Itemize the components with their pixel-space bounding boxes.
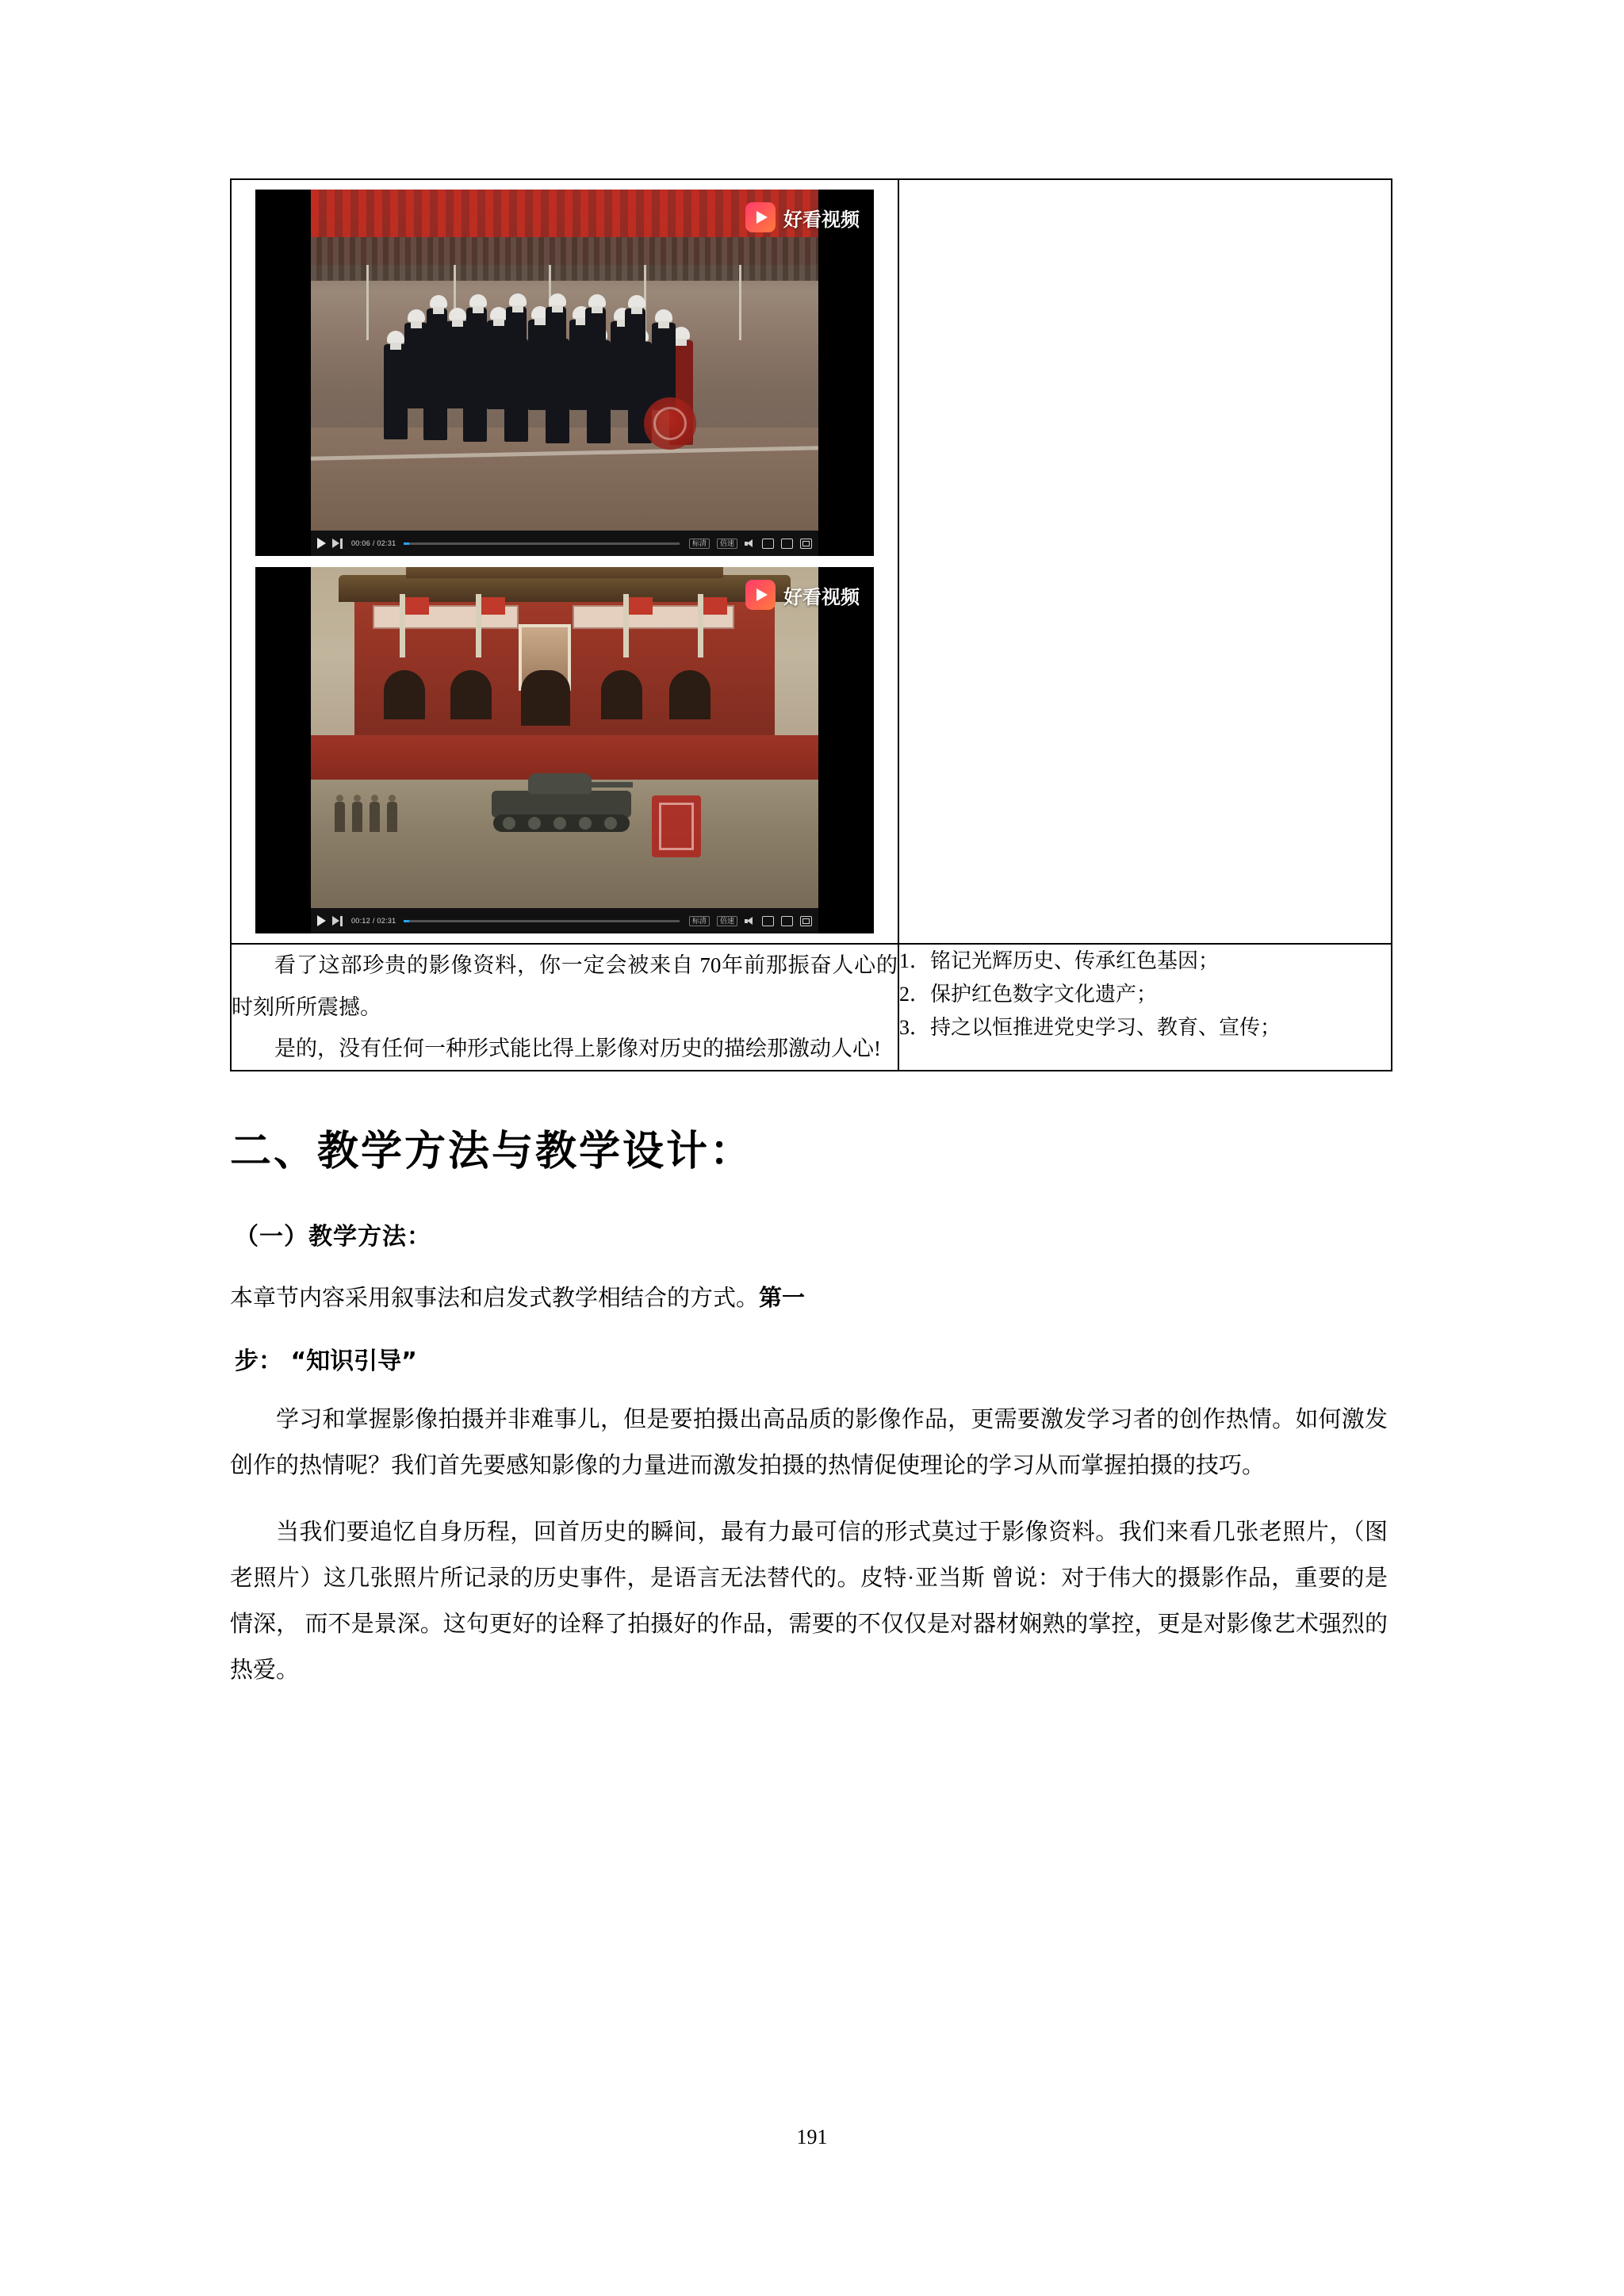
flag	[476, 594, 481, 657]
time-label: 00:06 / 02:31	[351, 539, 396, 547]
gate-arch	[450, 670, 492, 719]
crowd-row	[311, 237, 818, 281]
tank	[492, 775, 631, 832]
soldier	[404, 323, 428, 408]
speed-button[interactable]: 倍速	[717, 916, 737, 926]
body-paragraph-2: 当我们要追忆自身历程，回首历史的瞬间，最有力最可信的形式莫过于影像资料。我们来看几张老照片，（图 老照片）这几张照片所记录的历史事件，是语言无法替代的。皮特·亚当斯 曾说：对于伟大的摄影作品，重要的是情深， 而不是景深。这句更好的诠释了拍摄好的作品，需要的不仅仅是对器材娴熟的掌控，更是对影像艺术强烈的热爱。	[230, 1519, 1388, 1683]
intro-line	[230, 1277, 1388, 1320]
video-parade-frame	[311, 190, 818, 531]
empty-cell	[898, 179, 1392, 944]
gate-arch	[669, 670, 710, 719]
settings-icon[interactable]	[762, 916, 774, 926]
body-paragraph-1: 学习和掌握影像拍摄并非难事儿，但是要拍摄出高品质的影像作品，更需要激发学习者的创作热情。如何激发创作的热情呢？我们首先要感知影像的力量进而激发拍摄的热情促使理论的学习从而掌握拍摄的技巧。	[230, 1406, 1388, 1478]
gate-arch-center	[521, 670, 570, 726]
volume-icon[interactable]	[745, 917, 755, 926]
volume-icon[interactable]	[745, 539, 755, 548]
next-icon[interactable]	[332, 539, 343, 549]
watermark	[745, 202, 860, 232]
play-icon[interactable]	[317, 915, 326, 926]
quality-button[interactable]: 标清	[689, 539, 710, 549]
content-table	[230, 178, 1392, 1071]
red-seal-stamp	[644, 397, 696, 450]
left-paragraph-2: 是的，没有任何一种形式能比得上影像对历史的描绘那激动人心!	[274, 1037, 881, 1061]
list-item: 1．铭记光辉历史、传承红色基因；	[899, 949, 1220, 972]
video-tiananmen-frame	[311, 567, 818, 908]
flagpole	[366, 265, 369, 340]
spectator	[387, 802, 397, 832]
step-label: 步： “知识引导”	[235, 1347, 417, 1375]
gate-arch	[384, 670, 425, 719]
speed-button[interactable]: 倍速	[717, 539, 737, 549]
pip-icon[interactable]	[781, 916, 793, 926]
intro-bold: 第一	[759, 1283, 806, 1311]
watermark-label: 好看视频	[783, 586, 860, 608]
video-player-controls[interactable]	[311, 531, 818, 556]
soldier	[466, 308, 487, 382]
intro-text: 本章节内容采用叙事法和启发式教学相结合的方式。	[230, 1285, 760, 1311]
video-tiananmen[interactable]	[255, 567, 874, 933]
soldier	[546, 307, 566, 382]
subsection-heading: （一）教学方法：	[235, 1222, 431, 1251]
video-parade[interactable]	[255, 190, 874, 556]
red-seal-stamp	[652, 795, 701, 857]
left-text-cell	[231, 944, 898, 1071]
soldier	[427, 309, 447, 381]
soldier	[506, 307, 527, 382]
player-right-controls[interactable]	[689, 539, 812, 549]
right-list-cell	[898, 944, 1392, 1071]
flag	[400, 594, 405, 657]
media-cell	[231, 179, 898, 944]
soldier	[625, 309, 645, 381]
haokan-play-icon	[745, 580, 776, 610]
pip-icon[interactable]	[781, 539, 793, 549]
time-label: 00:12 / 02:31	[351, 917, 396, 925]
progress-bar[interactable]	[404, 542, 680, 545]
gate-roof-upper	[406, 567, 723, 578]
flagpole	[739, 265, 741, 340]
watermark-label: 好看视频	[783, 209, 860, 231]
page-number: 191	[796, 2125, 828, 2148]
list-item: 3．持之以恒推进党史学习、教育、宣传；	[899, 1016, 1281, 1040]
list-item: 2．保护红色数字文化遗产；	[899, 983, 1158, 1006]
soldier	[585, 308, 606, 382]
spectator	[370, 802, 380, 832]
fullscreen-icon[interactable]	[800, 539, 812, 549]
section-title: 二、教学方法与教学设计：	[230, 1127, 754, 1175]
page-content	[230, 178, 1388, 1693]
progress-bar[interactable]	[404, 920, 680, 922]
settings-icon[interactable]	[762, 539, 774, 549]
spectator	[335, 802, 345, 832]
flag	[698, 594, 703, 657]
table-row	[231, 179, 1392, 944]
spectator	[352, 802, 362, 832]
haokan-play-icon	[745, 202, 776, 232]
left-paragraph-1: 看了这部珍贵的影像资料，你一定会被来自 70年前那振奋人心的时刻所所震撼。	[232, 953, 898, 1019]
table-row	[231, 944, 1392, 1071]
next-icon[interactable]	[332, 916, 343, 926]
gate-arch	[601, 670, 642, 719]
quality-button[interactable]: 标清	[689, 916, 710, 926]
fullscreen-icon[interactable]	[800, 916, 812, 926]
flag	[623, 594, 629, 657]
player-right-controls[interactable]	[689, 916, 812, 926]
play-icon[interactable]	[317, 538, 326, 549]
watermark	[745, 580, 860, 610]
video-player-controls[interactable]	[311, 908, 818, 933]
